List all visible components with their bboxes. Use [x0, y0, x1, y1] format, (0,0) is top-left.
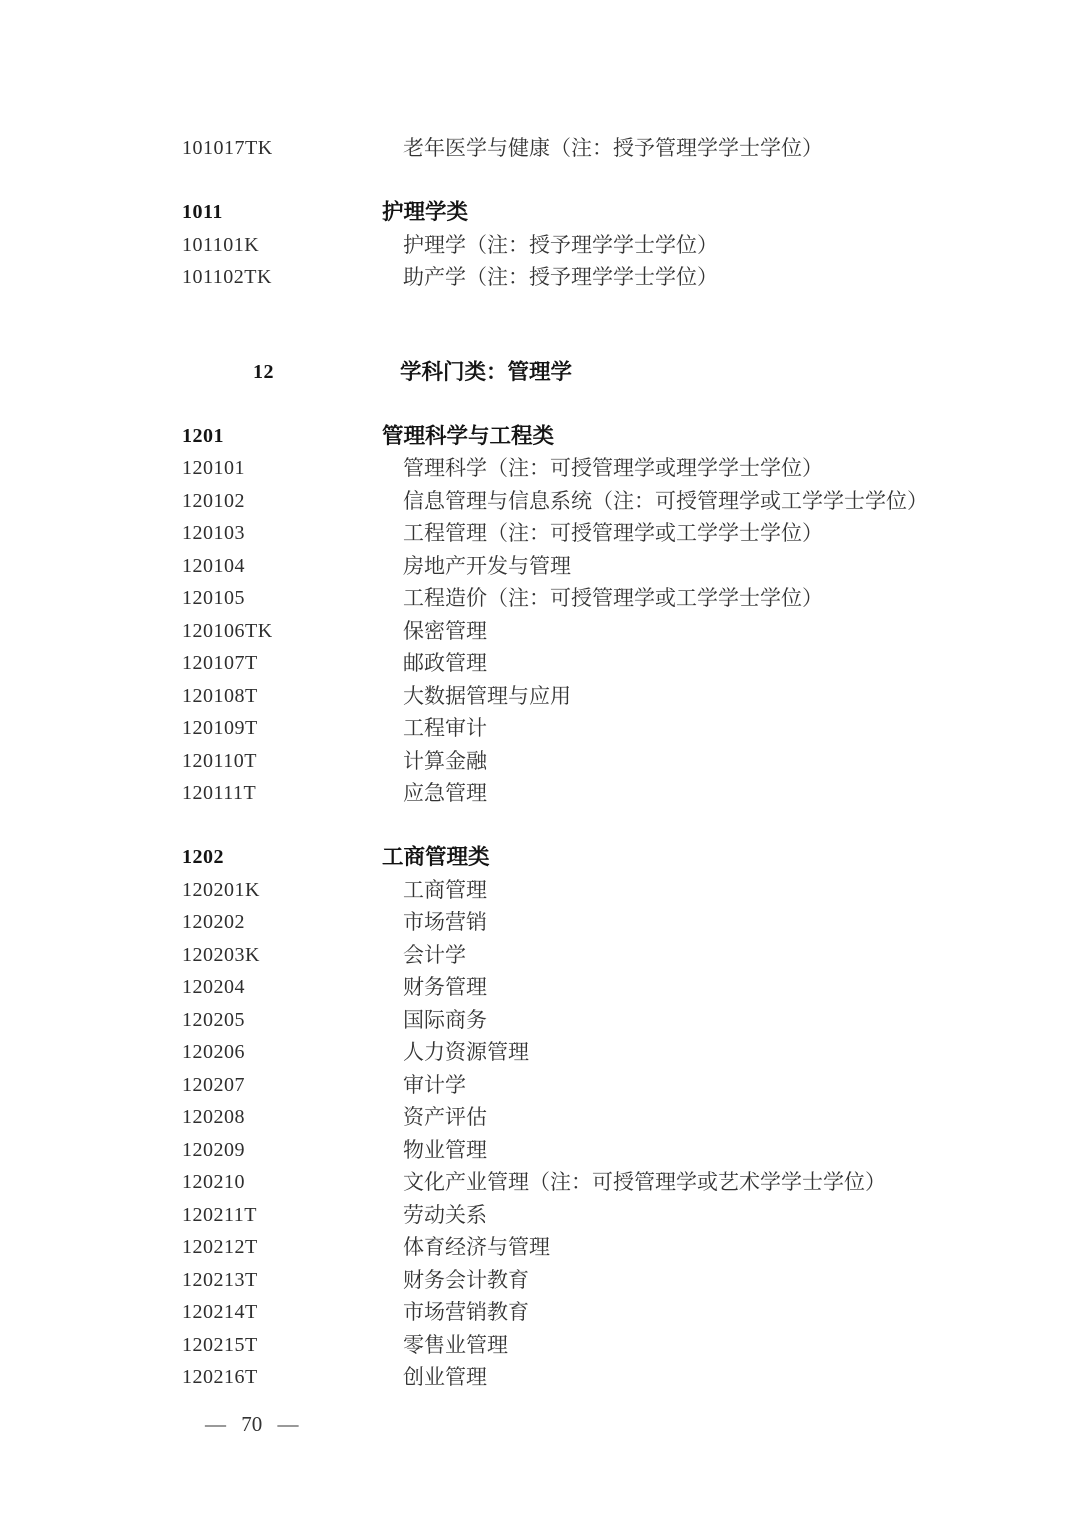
catalog-row: [0, 712, 1080, 745]
catalog-row: [0, 1101, 1080, 1134]
major-name: 市场营销: [403, 910, 487, 934]
category-heading-row: [0, 841, 1080, 874]
major-code: 120106TK: [182, 619, 273, 642]
catalog-row: [0, 1361, 1080, 1394]
major-name: 工程管理（注：可授管理学或工学学士学位）: [403, 521, 823, 545]
major-code: 120211T: [182, 1203, 257, 1226]
catalog-row: [0, 906, 1080, 939]
major-code: 120209: [182, 1138, 245, 1161]
major-name: 会计学: [403, 942, 466, 967]
catalog-row: [0, 1036, 1080, 1069]
category-heading-row: [0, 196, 1080, 229]
catalog-row: [0, 452, 1080, 485]
major-code: 120208: [182, 1106, 245, 1128]
major-name: 劳动关系: [403, 1202, 487, 1227]
major-code: 120107T: [182, 652, 258, 674]
catalog-content: [0, 132, 1080, 1440]
major-name: 应急管理: [403, 781, 487, 805]
catalog-row: [0, 1264, 1080, 1297]
major-name: 体育经济与管理: [403, 1235, 550, 1259]
major-name: 房地产开发与管理: [403, 553, 571, 578]
category-code: 1202: [182, 846, 224, 868]
major-name: 物业管理: [403, 1137, 487, 1162]
catalog-row: [0, 647, 1080, 680]
major-name: 管理科学（注：可授管理学或理学学士学位）: [403, 456, 823, 480]
category-heading-row: [0, 356, 1080, 389]
catalog-row: [0, 1231, 1080, 1264]
catalog-section-1011: [0, 196, 1080, 294]
catalog-section-1201: [0, 420, 1080, 810]
major-name: 市场营销教育: [403, 1300, 529, 1324]
catalog-row: [0, 517, 1080, 550]
catalog-row: [0, 1166, 1080, 1199]
category-name: 学科门类：管理学: [400, 359, 573, 384]
major-name: 邮政管理: [403, 651, 487, 675]
category-heading-row: [0, 420, 1080, 453]
major-code: 120210: [182, 1171, 245, 1193]
category-code: 12: [253, 360, 274, 383]
major-code: 120206: [182, 1041, 245, 1063]
major-code: 120105: [182, 587, 245, 609]
major-name: 零售业管理: [403, 1332, 508, 1357]
major-code: 120201K: [182, 878, 260, 901]
major-code: 120108T: [182, 684, 258, 707]
major-code: 120212T: [182, 1236, 258, 1258]
major-name: 计算金融: [403, 748, 487, 773]
major-name: 人力资源管理: [403, 1040, 529, 1064]
major-code: 120103: [182, 522, 245, 544]
major-name: 资产评估: [403, 1105, 487, 1129]
catalog-row: [0, 745, 1080, 778]
catalog-row: [0, 1004, 1080, 1037]
catalog-row: [0, 582, 1080, 615]
category-name: 护理学类: [382, 200, 469, 224]
major-code: 120207: [182, 1073, 245, 1096]
catalog-row: [0, 229, 1080, 262]
page-footer: [0, 1408, 1080, 1441]
major-code: 120203K: [182, 943, 260, 966]
category-code: 1201: [182, 424, 224, 447]
major-code: 101017TK: [182, 137, 273, 159]
catalog-row: [0, 132, 1080, 165]
catalog-row: [0, 1134, 1080, 1167]
category-code: 1011: [182, 201, 223, 223]
major-code: 120204: [182, 976, 245, 998]
major-name: 文化产业管理（注：可授管理学或艺术学学士学位）: [403, 1170, 886, 1194]
major-code: 120202: [182, 911, 245, 933]
catalog-row: [0, 1329, 1080, 1362]
major-name: 财务会计教育: [403, 1267, 529, 1292]
major-name: 创业管理: [403, 1365, 487, 1389]
catalog-row: [0, 1199, 1080, 1232]
category-name: 工商管理类: [382, 845, 490, 869]
major-code: 101101K: [182, 233, 260, 256]
major-code: 120205: [182, 1008, 245, 1031]
major-name: 老年医学与健康（注：授予管理学学士学位）: [403, 136, 823, 160]
catalog-section-12: [0, 356, 1080, 389]
major-code: 120213T: [182, 1268, 258, 1291]
category-name: 管理科学与工程类: [382, 423, 555, 448]
catalog-row: [0, 485, 1080, 518]
major-code: 120101: [182, 457, 245, 479]
major-code: 120215T: [182, 1333, 258, 1356]
major-name: 工程造价（注：可授管理学或工学学士学位）: [403, 586, 823, 610]
major-name: 国际商务: [403, 1007, 487, 1032]
major-name: 助产学（注：授予理学学士学位）: [403, 265, 718, 289]
major-name: 大数据管理与应用: [403, 683, 571, 708]
catalog-row: [0, 939, 1080, 972]
major-code: 120109T: [182, 717, 258, 739]
catalog-row: [0, 874, 1080, 907]
major-code: 101102TK: [182, 266, 272, 288]
catalog-section-items: [0, 132, 1080, 165]
major-code: 120104: [182, 554, 245, 577]
major-code: 120214T: [182, 1301, 258, 1323]
major-name: 工程审计: [403, 716, 487, 740]
catalog-row: [0, 550, 1080, 583]
major-name: 保密管理: [403, 618, 487, 643]
catalog-row: [0, 261, 1080, 294]
major-code: 120102: [182, 489, 245, 512]
major-name: 护理学（注：授予理学学士学位）: [403, 232, 718, 257]
catalog-row: [0, 777, 1080, 810]
major-code: 120110T: [182, 749, 257, 772]
major-name: 工商管理: [403, 877, 487, 902]
catalog-row: [0, 1296, 1080, 1329]
catalog-row: [0, 1069, 1080, 1102]
major-name: 审计学: [403, 1072, 466, 1097]
major-code: 120111T: [182, 782, 257, 804]
major-name: 信息管理与信息系统（注：可授管理学或工学学士学位）: [403, 488, 928, 513]
catalog-section-1202: [0, 841, 1080, 1394]
catalog-row: [0, 615, 1080, 648]
major-name: 财务管理: [403, 975, 487, 999]
catalog-row: [0, 971, 1080, 1004]
catalog-row: [0, 680, 1080, 713]
major-code: 120216T: [182, 1366, 258, 1388]
page-number: — 70 —: [205, 1411, 299, 1436]
